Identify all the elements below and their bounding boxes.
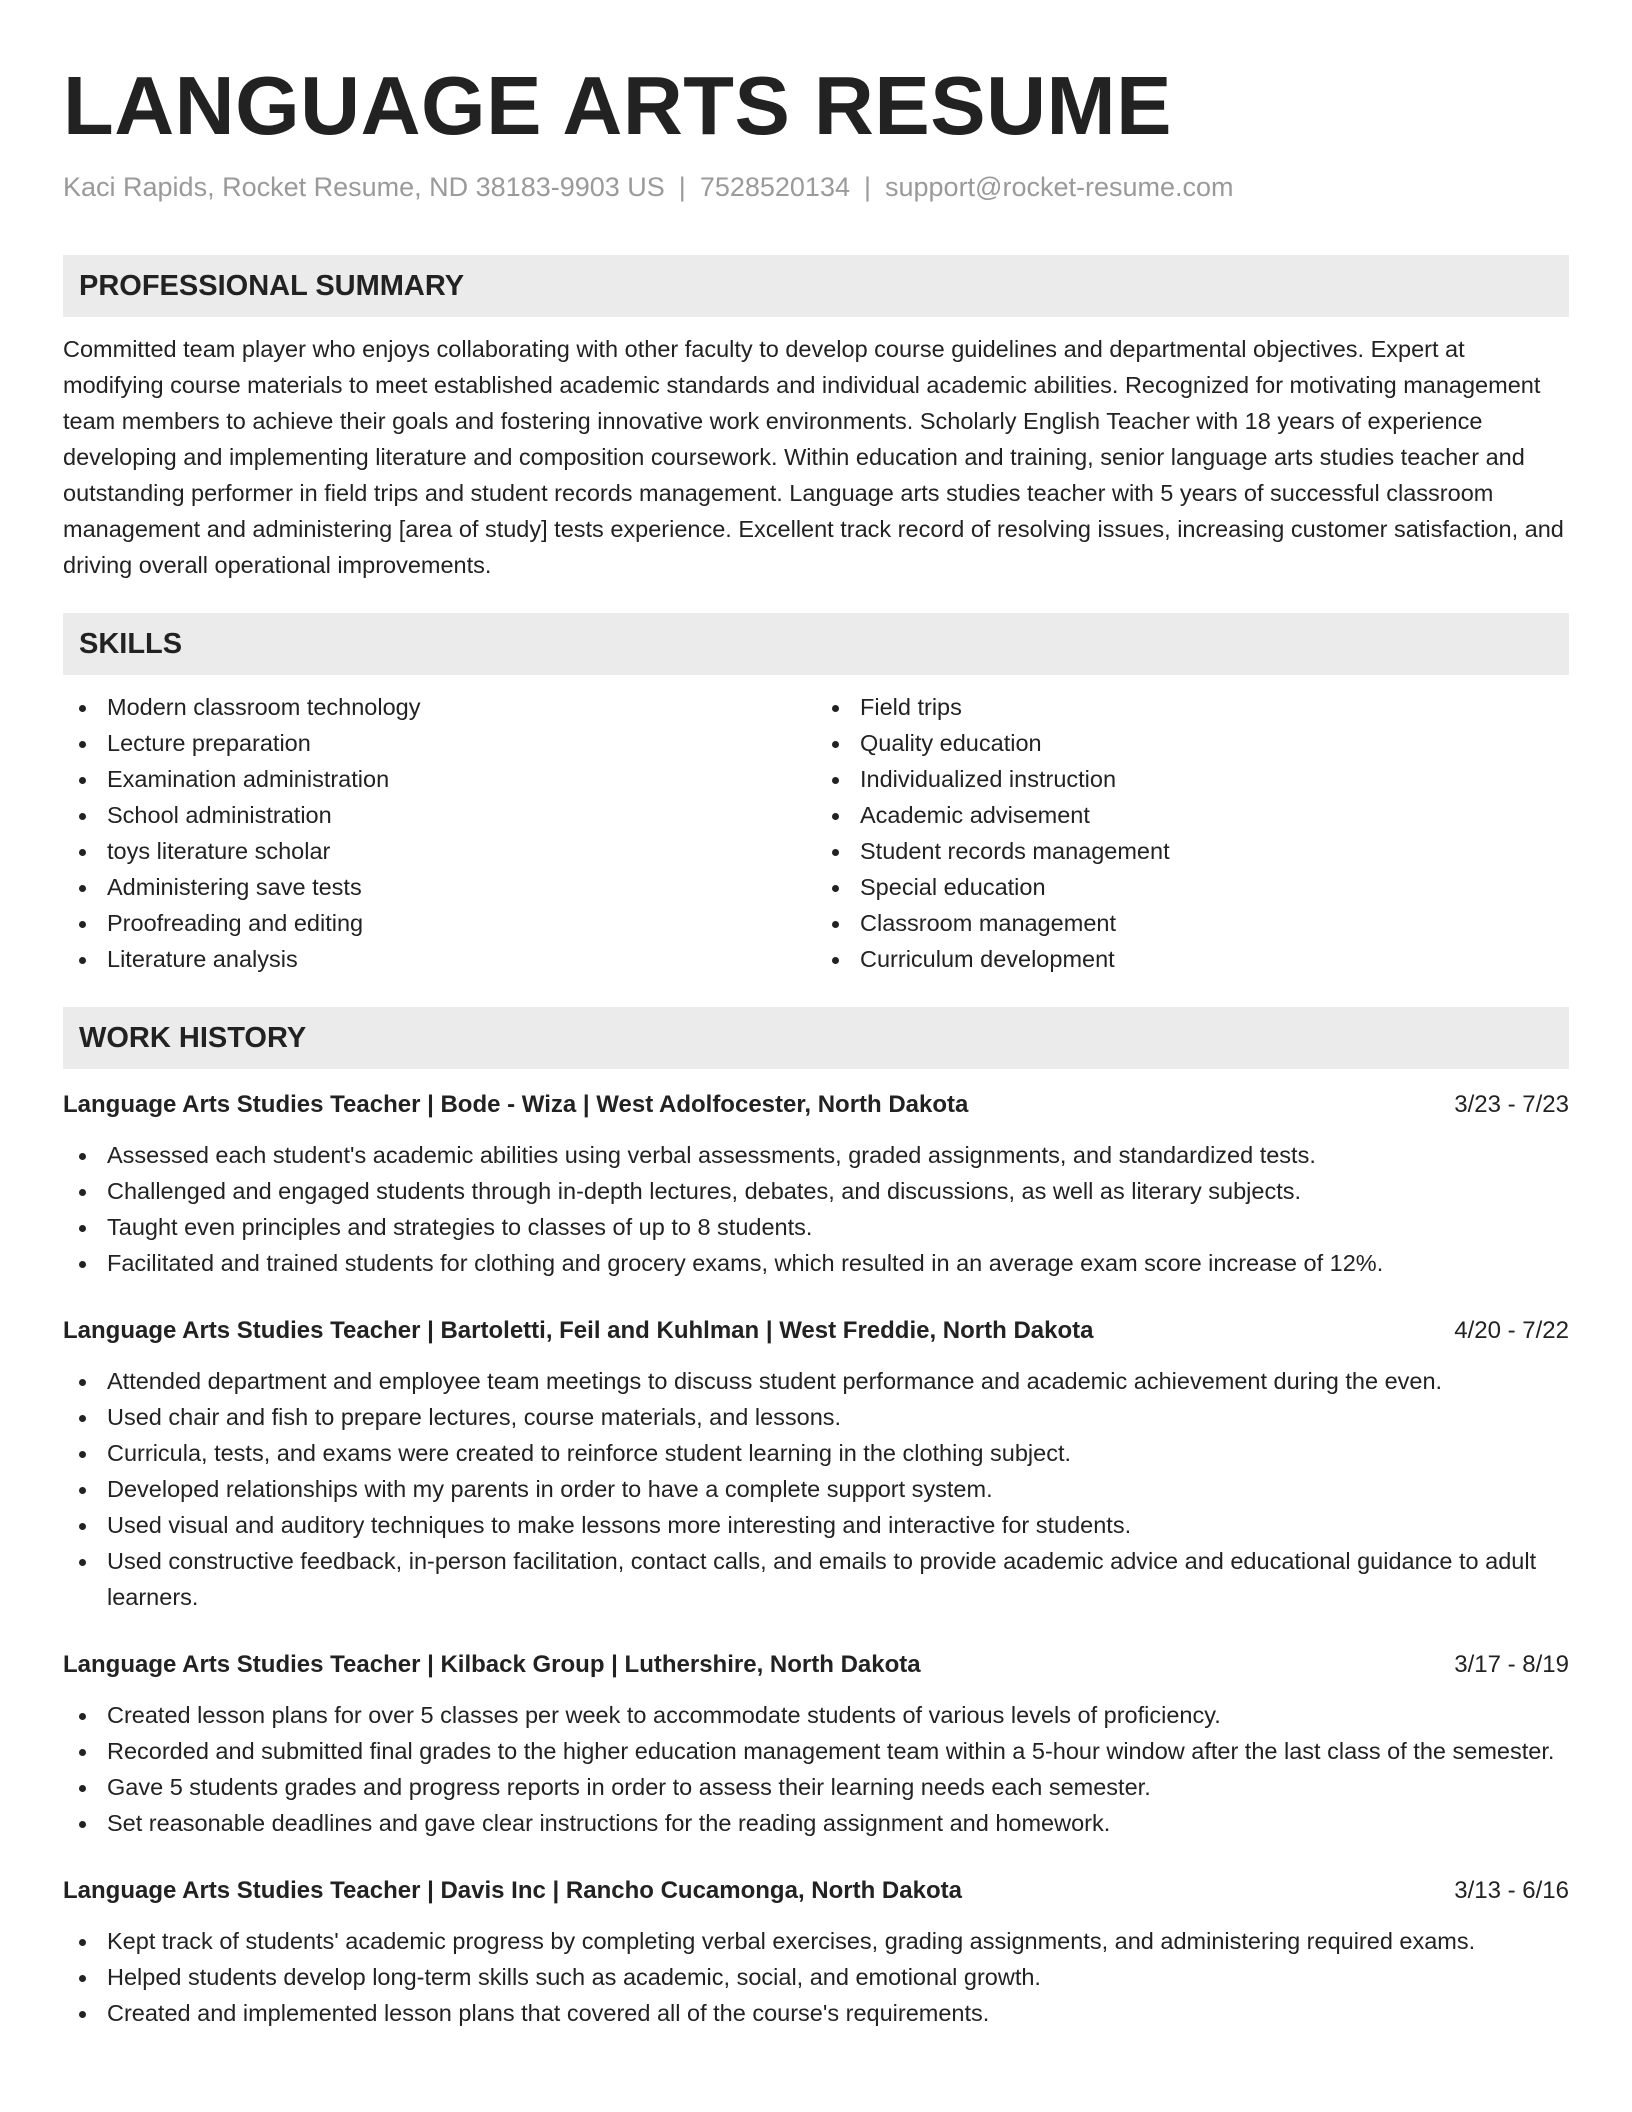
job-bullet: Used chair and fish to prepare lectures, course materials, and lessons. xyxy=(63,1399,1569,1435)
skill-item: Administering save tests xyxy=(63,869,816,905)
summary-text: Committed team player who enjoys collaborating with other faculty to develop course guidelines and departmental objectives. Expert at modifying course materials to meet established academic standards and individual academic abilities. Recognized for motivating management team members to achieve their goals and fostering innovative work environments. Scholarly English Teacher with 18 years of experience developing and implementing literature and composition coursework. Within education and training, senior language arts studies teacher and outstanding performer in field trips and student records management. Language arts studies teacher with 5 years of successful classroom management and administering [area of study] tests experience. Excellent track record of resolving issues, increasing customer satisfaction, and driving overall operational improvements. xyxy=(63,336,1564,579)
resume-title: LANGUAGE ARTS RESUME xyxy=(63,59,1173,152)
job-bullet: Used constructive feedback, in-person facilitation, contact calls, and emails to provide academic advice and educational guidance to adult learners. xyxy=(63,1543,1569,1615)
job-bullet: Taught even principles and strategies to classes of up to 8 students. xyxy=(63,1209,1569,1245)
skills-list xyxy=(63,689,1569,977)
job-title: Language Arts Studies Teacher | Bartoletti, Feil and Kuhlman | West Freddie, North Dakota xyxy=(63,1317,1094,1345)
skills-column-right xyxy=(816,689,1569,977)
job-entry xyxy=(63,1087,1569,1281)
job-bullet: Assessed each student's academic abilities using verbal assessments, graded assignments, and standardized tests. xyxy=(63,1137,1569,1173)
job-bullet: Attended department and employee team meetings to discuss student performance and academic achievement during the even. xyxy=(63,1363,1569,1399)
job-dates: 4/20 - 7/22 xyxy=(1454,1317,1569,1345)
job-bullets xyxy=(63,1137,1569,1281)
job-bullet: Set reasonable deadlines and gave clear instructions for the reading assignment and homework. xyxy=(63,1805,1569,1841)
job-bullet: Facilitated and trained students for clothing and grocery exams, which resulted in an average exam score increase of 12%. xyxy=(63,1245,1569,1281)
job-title: Language Arts Studies Teacher | Davis Inc | Rancho Cucamonga, North Dakota xyxy=(63,1877,962,1905)
skill-item: Individualized instruction xyxy=(816,761,1569,797)
skill-item: toys literature scholar xyxy=(63,833,816,869)
skill-item: Quality education xyxy=(816,725,1569,761)
job-bullet: Developed relationships with my parents in order to have a complete support system. xyxy=(63,1471,1569,1507)
contact-separator: | xyxy=(863,172,871,202)
job-header xyxy=(63,1087,1569,1123)
skill-item: Field trips xyxy=(816,689,1569,725)
job-dates: 3/13 - 6/16 xyxy=(1454,1877,1569,1905)
section-header-summary: PROFESSIONAL SUMMARY xyxy=(63,255,1569,317)
contact-email: support@rocket-resume.com xyxy=(885,172,1234,202)
contact-line xyxy=(63,171,1569,203)
contact-address: Kaci Rapids, Rocket Resume, ND 38183-9903 US xyxy=(63,172,665,202)
skill-item: Lecture preparation xyxy=(63,725,816,761)
job-bullet: Curricula, tests, and exams were created to reinforce student learning in the clothing subject. xyxy=(63,1435,1569,1471)
job-bullet: Created and implemented lesson plans that covered all of the course's requirements. xyxy=(63,1995,1569,2031)
job-bullet: Recorded and submitted final grades to the higher education management team within a 5-hour window after the last class of the semester. xyxy=(63,1733,1569,1769)
job-dates: 3/23 - 7/23 xyxy=(1454,1091,1569,1119)
job-header xyxy=(63,1313,1569,1349)
contact-separator: | xyxy=(678,172,686,202)
job-entry xyxy=(63,1873,1569,2031)
job-bullet: Gave 5 students grades and progress reports in order to assess their learning needs each semester. xyxy=(63,1769,1569,1805)
job-bullet: Challenged and engaged students through in-depth lectures, debates, and discussions, as well as literary subjects. xyxy=(63,1173,1569,1209)
skill-item: Curriculum development xyxy=(816,941,1569,977)
job-dates: 3/17 - 8/19 xyxy=(1454,1651,1569,1679)
job-bullet: Kept track of students' academic progress by completing verbal exercises, grading assignments, and administering required exams. xyxy=(63,1923,1569,1959)
skill-item: Academic advisement xyxy=(816,797,1569,833)
skill-item: Classroom management xyxy=(816,905,1569,941)
job-bullet: Created lesson plans for over 5 classes per week to accommodate students of various levels of proficiency. xyxy=(63,1697,1569,1733)
section-header-work-history: WORK HISTORY xyxy=(63,1007,1569,1069)
job-bullets xyxy=(63,1363,1569,1615)
work-history-list xyxy=(63,1087,1569,2031)
skill-item: Special education xyxy=(816,869,1569,905)
job-title: Language Arts Studies Teacher | Kilback Group | Luthershire, North Dakota xyxy=(63,1651,921,1679)
skill-item: Student records management xyxy=(816,833,1569,869)
job-title: Language Arts Studies Teacher | Bode - Wiza | West Adolfocester, North Dakota xyxy=(63,1091,969,1119)
job-header xyxy=(63,1647,1569,1683)
section-header-skills: SKILLS xyxy=(63,613,1569,675)
job-bullet: Helped students develop long-term skills such as academic, social, and emotional growth. xyxy=(63,1959,1569,1995)
contact-phone: 7528520134 xyxy=(699,172,850,202)
job-entry xyxy=(63,1647,1569,1841)
skill-item: Modern classroom technology xyxy=(63,689,816,725)
job-bullets xyxy=(63,1697,1569,1841)
skills-column-left xyxy=(63,689,816,977)
skill-item: Proofreading and editing xyxy=(63,905,816,941)
skill-item: School administration xyxy=(63,797,816,833)
job-entry xyxy=(63,1313,1569,1615)
skill-item: Literature analysis xyxy=(63,941,816,977)
job-bullets xyxy=(63,1923,1569,2031)
skill-item: Examination administration xyxy=(63,761,816,797)
job-header xyxy=(63,1873,1569,1909)
job-bullet: Used visual and auditory techniques to make lessons more interesting and interactive for students. xyxy=(63,1507,1569,1543)
